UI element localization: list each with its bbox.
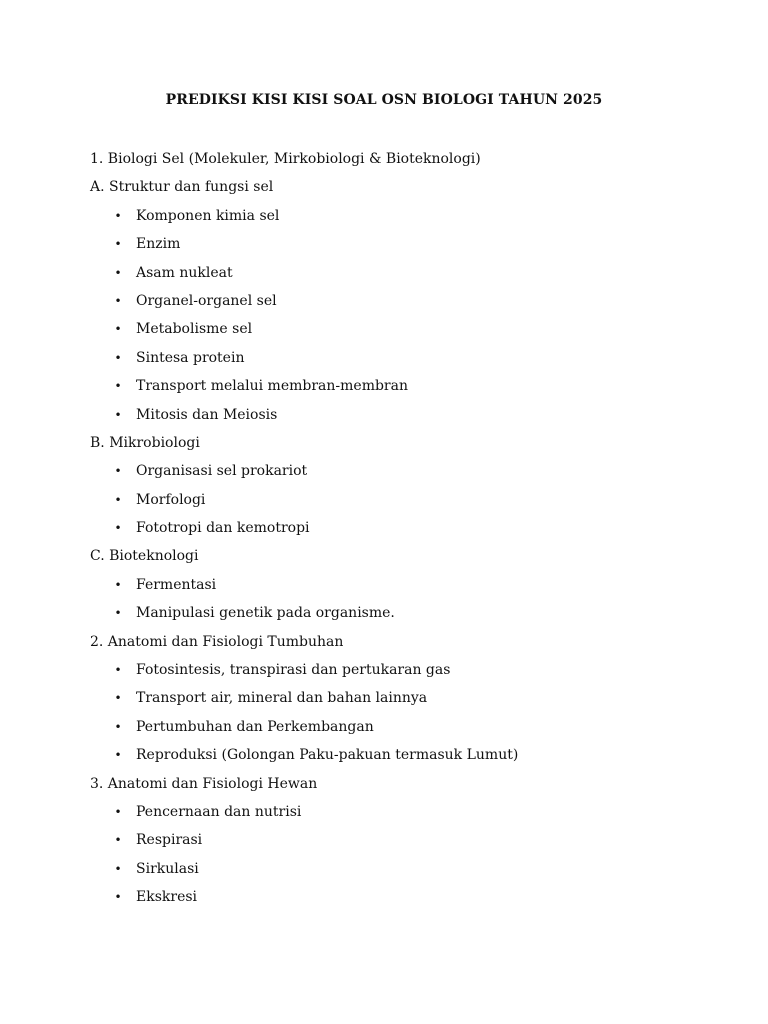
bullet-icon: •	[114, 804, 122, 819]
section-heading-text: 2. Anatomi dan Fisiologi Tumbuhan	[90, 633, 344, 650]
section-heading	[90, 429, 710, 457]
list-item	[90, 486, 710, 514]
bullet-icon: •	[114, 464, 122, 479]
list-item	[90, 230, 710, 258]
list-item-text: Sirkulasi	[136, 860, 199, 877]
list-item-text: Fototropi dan kemotropi	[136, 520, 310, 537]
list-item-text: Mitosis dan Meiosis	[136, 406, 278, 423]
bullet-icon: •	[114, 350, 122, 365]
list-item	[90, 287, 710, 315]
section-heading-text: B. Mikrobiologi	[90, 434, 200, 451]
list-item-text: Transport melalui membran-membran	[136, 378, 408, 395]
list-item-text: Komponen kimia sel	[136, 207, 280, 224]
list-item-text: Pencernaan dan nutrisi	[136, 803, 302, 820]
list-item	[90, 344, 710, 372]
list-item	[90, 401, 710, 429]
bullet-icon: •	[114, 407, 122, 422]
list-item-text: Reproduksi (Golongan Paku-pakuan termasuk Lumut)	[136, 747, 519, 764]
bullet-icon: •	[114, 606, 122, 621]
list-item	[90, 798, 710, 826]
list-item-text: Manipulasi genetik pada organisme.	[136, 605, 395, 622]
list-item-text: Organel-organel sel	[136, 292, 277, 309]
list-item-text: Fermentasi	[136, 576, 217, 593]
list-item	[90, 315, 710, 343]
section-heading	[90, 628, 710, 656]
bullet-icon: •	[114, 861, 122, 876]
list-item-text: Metabolisme sel	[136, 321, 253, 338]
list-item-text: Transport air, mineral dan bahan lainnya	[136, 690, 428, 707]
list-item-text: Organisasi sel prokariot	[136, 463, 308, 480]
bullet-icon: •	[114, 492, 122, 507]
list-item	[90, 571, 710, 599]
list-item	[90, 826, 710, 854]
section-heading	[90, 542, 710, 570]
section-heading	[90, 145, 710, 173]
bullet-icon: •	[114, 208, 122, 223]
list-item	[90, 883, 710, 911]
list-item	[90, 713, 710, 741]
document-title: PREDIKSI KISI KISI SOAL OSN BIOLOGI TAHUN 2025	[165, 92, 603, 108]
document-body	[90, 145, 710, 912]
section-heading-text: 1. Biologi Sel (Molekuler, Mirkobiologi & Bioteknologi)	[90, 151, 481, 167]
list-item	[90, 514, 710, 542]
bullet-icon: •	[114, 379, 122, 394]
section-heading-text: 3. Anatomi dan Fisiologi Hewan	[90, 775, 318, 792]
bullet-icon: •	[114, 293, 122, 308]
list-item-text: Sintesa protein	[136, 349, 245, 366]
bullet-icon: •	[114, 521, 122, 536]
list-item-text: Ekskresi	[136, 889, 198, 906]
list-item-text: Fotosintesis, transpirasi dan pertukaran gas	[136, 662, 451, 679]
bullet-icon: •	[114, 833, 122, 848]
list-item-text: Respirasi	[136, 832, 203, 849]
list-item-text: Morfologi	[136, 491, 206, 508]
section-heading-text: A. Struktur dan fungsi sel	[90, 179, 274, 196]
bullet-icon: •	[114, 322, 122, 337]
section-heading-text: C. Bioteknologi	[90, 548, 199, 565]
bullet-icon: •	[114, 719, 122, 734]
list-item-text: Enzim	[136, 236, 181, 253]
list-item	[90, 372, 710, 400]
list-item	[90, 457, 710, 485]
bullet-icon: •	[114, 663, 122, 678]
bullet-icon: •	[114, 890, 122, 905]
list-item-text: Asam nukleat	[136, 264, 233, 281]
list-item	[90, 656, 710, 684]
bullet-icon: •	[114, 237, 122, 252]
section-heading	[90, 173, 710, 201]
list-item	[90, 684, 710, 712]
list-item	[90, 259, 710, 287]
list-item-text: Pertumbuhan dan Perkembangan	[136, 718, 374, 735]
list-item	[90, 599, 710, 627]
bullet-icon: •	[114, 265, 122, 280]
bullet-icon: •	[114, 691, 122, 706]
section-heading	[90, 770, 710, 798]
bullet-icon: •	[114, 577, 122, 592]
list-item	[90, 202, 710, 230]
bullet-icon: •	[114, 748, 122, 763]
list-item	[90, 855, 710, 883]
list-item	[90, 741, 710, 769]
